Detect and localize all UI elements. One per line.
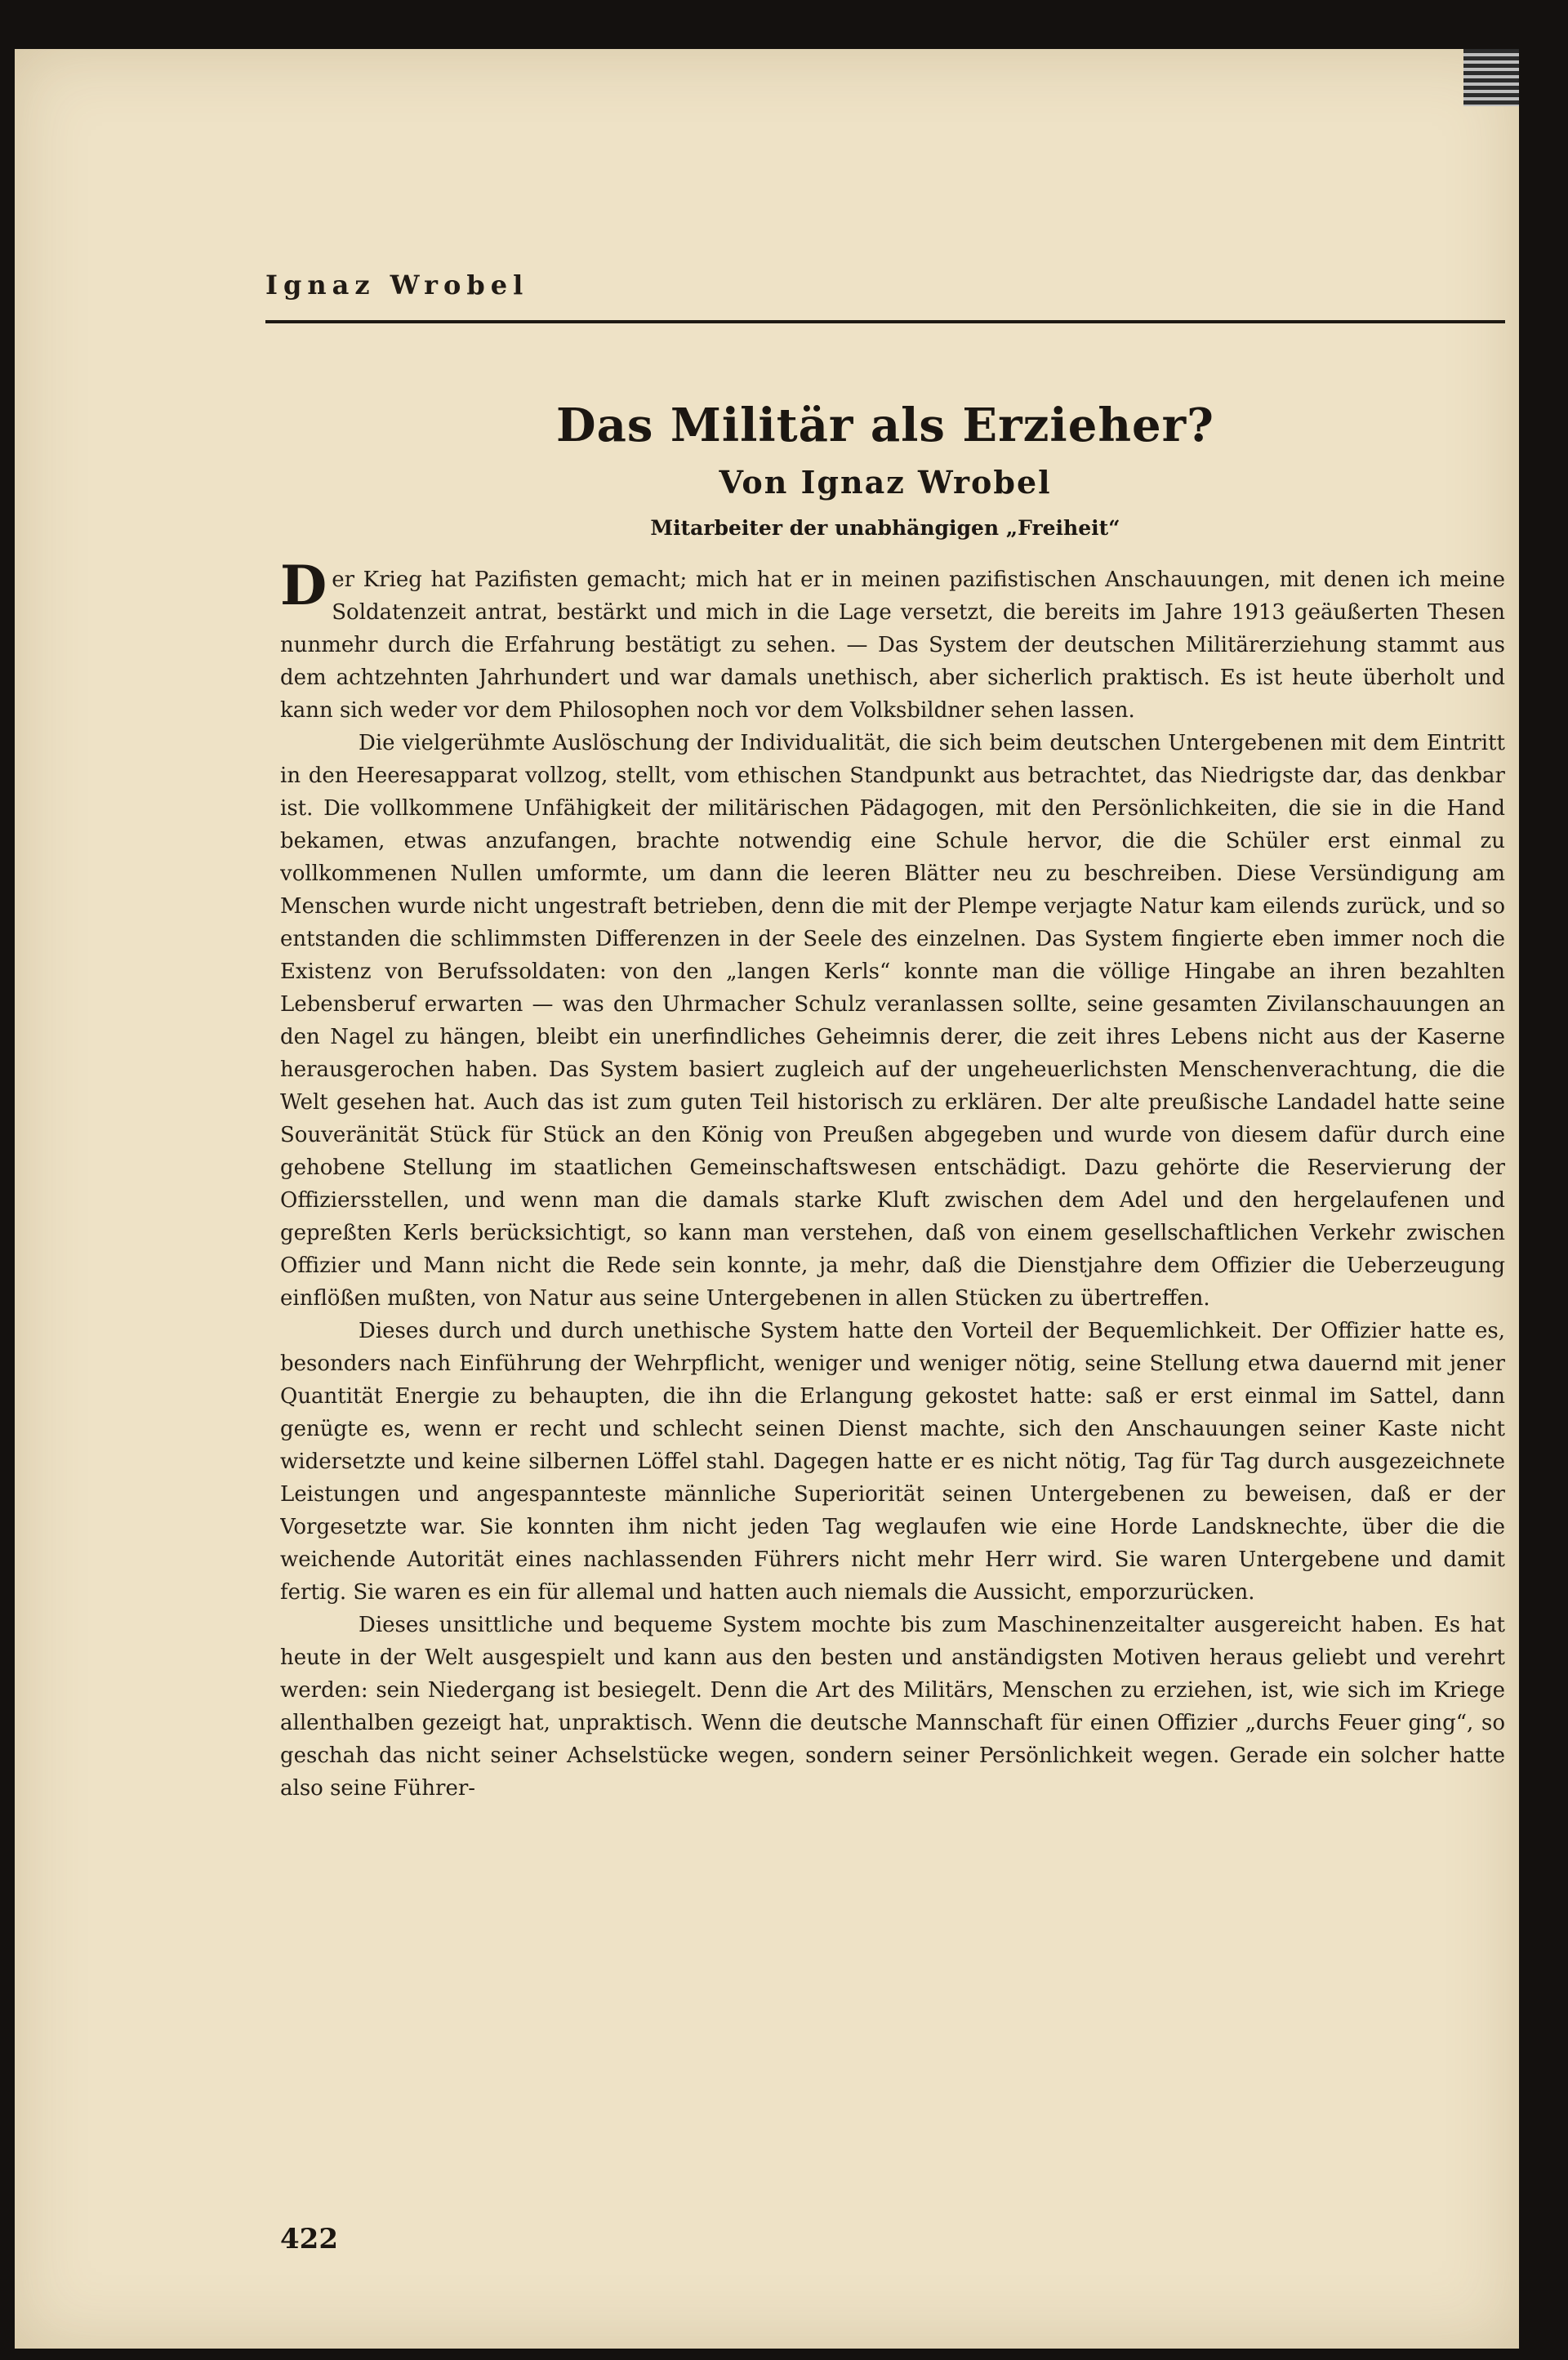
paragraph-1-text: er Krieg hat Pazifisten gemacht; mich hat er in meinen pazifistischen Anschauungen, mit denen ich meine Soldatenzeit antrat, bestärkt und mich in die Lage versetzt, die bereits im Jahre 1913 geäußerten Thesen nunmehr durch die Erfahrung bestätigt zu sehen. — Das System der deutschen Militärerziehung stammt aus dem achtzehnten Jahrhundert und war damals unethisch, aber sicherlich praktisch. Es ist heute überholt und kann sich weder vor dem Philosophen noch vor dem Volksbildner sehen lassen. <box>280 568 1505 723</box>
header-rule <box>265 320 1505 323</box>
paragraph-1 <box>280 563 1505 727</box>
drop-cap: D <box>280 563 327 617</box>
article-byline: Von Ignaz Wrobel <box>719 464 1052 501</box>
running-head: Ignaz Wrobel <box>265 269 529 301</box>
page-number: 422 <box>280 2223 338 2255</box>
paragraph-2: Die vielgerühmte Auslöschung der Individualität, die sich beim deutschen Untergebenen mit dem Eintritt in den Heeresapparat vollzog, stellt, vom ethischen Standpunkt aus betrachtet, das Niedrigste dar, das denkbar ist. Die vollkommene Unfähigkeit der militärischen Pädagogen, mit den Persönlichkeiten, die sie in die Hand bekamen, etwas anzufangen, brachte notwendig eine Schule hervor, die die Schüler erst einmal zu vollkommenen Nullen umformte, um dann die leeren Blätter neu zu beschreiben. Diese Versündigung am Menschen wurde nicht ungestraft betrieben, denn die mit der Plempe verjagte Natur kam eilends zurück, und so entstanden die schlimmsten Differenzen in der Seele des einzelnen. Das System fingierte eben immer noch die Existenz von Berufssoldaten: von den „langen Kerls“ konnte man die völlige Hingabe an ihren bezahlten Lebensberuf erwarten — was den Uhrmacher Schulz veranlassen sollte, seine gesamten Zivilanschauungen an den Nagel zu hängen, bleibt ein unerfindliches Geheimnis derer, die zeit ihres Lebens nicht aus der Kaserne herausgerochen haben. Das System basiert zugleich auf der ungeheuerlichsten Menschenverachtung, die die Welt gesehen hat. Auch das ist zum guten Teil historisch zu erklären. Der alte preußische Landadel hatte seine Souveränität Stück für Stück an den König von Preußen abgegeben und wurde von diesem dafür durch eine gehobene Stellung im staatlichen Gemeinschaftswesen entschädigt. Dazu gehörte die Reservierung der Offiziersstellen, und wenn man die damals starke Kluft zwischen dem Adel und den hergelaufenen und gepreßten Kerls berücksichtigt, so kann man verstehen, daß von einem gesellschaftlichen Verkehr zwischen Offizier und Mann nicht die Rede sein konnte, ja mehr, daß die Dienstjahre dem Offizier die Ueberzeugung einflößen mußten, von Natur aus seine Untergebenen in allen Stücken zu übertreffen. <box>280 731 1505 1311</box>
paragraph-3: Dieses durch und durch unethische System hatte den Vorteil der Bequemlichkeit. Der Offizier hatte es, besonders nach Einführung der Wehrpflicht, weniger und weniger nötig, seine Stellung etwa dauernd mit jener Quantität Energie zu behaupten, die ihn die Erlangung gekostet hatte: saß er erst einmal im Sattel, dann genügte es, wenn er recht und schlecht seinen Dienst machte, sich den Anschauungen seiner Kaste nicht widersetzte und keine silbernen Löffel stahl. Dagegen hatte er es nicht nötig, Tag für Tag durch ausgezeichnete Leistungen und angespannteste männliche Superiorität seinen Untergebenen zu beweisen, daß er der Vorgesetzte war. Sie konnten ihm nicht jeden Tag weglaufen wie eine Horde Landsknechte, über die die weichende Autorität eines nachlassenden Führers nicht mehr Herr wird. Sie waren Untergebene und damit fertig. Sie waren es ein für allemal und hatten auch niemals die Aussicht, emporzurücken. <box>280 1319 1505 1605</box>
article-body <box>280 563 1505 2197</box>
author-affiliation: Mitarbeiter der unabhängigen „Freiheit“ <box>650 516 1120 540</box>
binding-edge <box>1463 49 1519 106</box>
paragraph-4: Dieses unsittliche und bequeme System mochte bis zum Maschinenzeitalter ausgereicht haben. Es hat heute in der Welt ausgespielt und kann aus den besten und anständigsten Motiven heraus geliebt und verehrt werden: sein Niedergang ist besiegelt. Denn die Art des Militärs, Menschen zu erziehen, ist, wie sich im Kriege allenthalben gezeigt hat, unpraktisch. Wenn die deutsche Mannschaft für einen Offizier „durchs Feuer ging“, so geschah das nicht seiner Achselstücke wegen, sondern seiner Persönlichkeit wegen. Gerade ein solcher hatte also seine Führer- <box>280 1613 1505 1801</box>
article-title: Das Militär als Erzieher? <box>556 399 1214 452</box>
